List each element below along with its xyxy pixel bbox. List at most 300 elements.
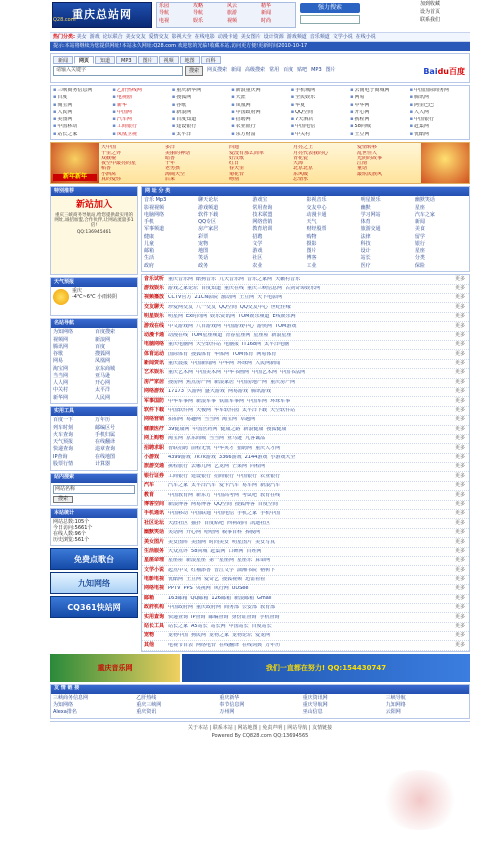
search-link[interactable]: 百度	[283, 67, 294, 74]
famous-site-link[interactable]: ▪ 云南电子商城网	[350, 88, 407, 94]
sidebar-famous-link[interactable]: 当当网	[53, 372, 69, 379]
category-link[interactable]: 凡客诚品	[245, 436, 266, 442]
more-link[interactable]: 更多	[455, 547, 466, 554]
search-tab[interactable]: 视频	[159, 56, 179, 64]
category-link[interactable]: 网易博客	[191, 501, 212, 507]
search-link[interactable]: MP3	[311, 67, 322, 74]
banner-song-link[interactable]: 小酒窝	[101, 171, 117, 176]
category-link[interactable]: 游侠网	[257, 323, 273, 329]
sidebar-tool-link[interactable]: 违章查询	[95, 446, 116, 453]
category-link[interactable]: 游戏之家论坛	[168, 285, 199, 291]
famous-site-link[interactable]: ▪ 新华	[112, 103, 169, 109]
category-link[interactable]: 国际体育	[168, 351, 189, 357]
hot-item[interactable]: 美女图片	[240, 34, 261, 40]
banner-art-right[interactable]	[421, 143, 469, 183]
more-link[interactable]: 更多	[455, 303, 466, 310]
famous-site-link[interactable]: ▪ 东方财富	[231, 132, 288, 138]
category-nav-link[interactable]: 软件下载	[198, 211, 219, 218]
category-name[interactable]: 旅游交通	[144, 463, 165, 470]
category-link[interactable]: 明星图片	[232, 539, 253, 545]
banner-song-link[interactable]: 吻别	[229, 176, 240, 182]
hot-item[interactable]: 在线电影	[194, 34, 215, 40]
category-name[interactable]: 文学小说	[144, 566, 165, 573]
category-nav-link[interactable]: 儿童	[144, 240, 155, 247]
category-link[interactable]: 163邮箱	[168, 595, 188, 601]
category-name[interactable]: 美女图片	[144, 538, 165, 545]
category-link[interactable]: E线娱乐网	[272, 314, 296, 320]
banner-song-link[interactable]: 四通	[229, 145, 240, 150]
category-nav-link[interactable]: 幽默笑话	[414, 197, 435, 204]
category-link[interactable]: 工商银行	[168, 473, 189, 479]
category-link[interactable]: QQ空间	[219, 304, 237, 310]
category-nav-link[interactable]: 生活	[144, 255, 155, 262]
category-link[interactable]: 搜狐体育	[191, 351, 212, 357]
top-link[interactable]: 娱乐	[193, 17, 204, 24]
banner-song-link[interactable]: 十年	[165, 161, 176, 166]
category-nav-link[interactable]: 动漫卡通	[306, 211, 327, 218]
category-link[interactable]: 糗事百科	[222, 530, 243, 536]
category-link[interactable]: 天籁村音乐	[275, 276, 301, 282]
category-link[interactable]: 晋江文学	[214, 567, 235, 573]
banner-song-link[interactable]: 月亮之上	[293, 145, 314, 150]
banner-song-link[interactable]: 菊花台	[229, 171, 245, 176]
category-link[interactable]: 珍爱网交友	[168, 304, 194, 310]
category-link[interactable]: PPTV	[168, 586, 181, 592]
famous-site-link[interactable]: ▪ 招聘网	[231, 117, 288, 123]
ad-effort[interactable]: 我们一直都在努力! QQ:154430747	[182, 654, 470, 682]
famous-site-link[interactable]: ▪ 站长之家	[53, 132, 110, 138]
category-link[interactable]: 宠物论坛	[232, 633, 253, 639]
category-nav-link[interactable]: 工业	[306, 262, 317, 269]
category-link[interactable]: 新浪邮箱	[233, 595, 254, 601]
friend-link[interactable]: 九知网络	[385, 702, 406, 709]
banner-song-link[interactable]: 后来	[165, 176, 176, 182]
category-link[interactable]: 新浪军事	[196, 398, 217, 404]
category-nav-link[interactable]: 美食	[414, 226, 425, 233]
sidebar-famous-link[interactable]: 新浪网	[95, 336, 111, 343]
category-nav-link[interactable]: 常用查询	[252, 204, 273, 211]
banner-song-link[interactable]: 北京北京	[293, 166, 314, 171]
footer-links[interactable]: 关于本站 | 联系本站 | 网站地图 | 免责声明 | 网站导航 | 友情链接	[187, 725, 333, 732]
top-link[interactable]: 旅游	[227, 10, 238, 17]
category-link[interactable]: 久游网	[186, 389, 202, 395]
category-link[interactable]: 手机中国	[260, 511, 281, 517]
category-link[interactable]: 宠物中国	[168, 633, 189, 639]
famous-site-link[interactable]: ▪ 中国银行	[410, 117, 467, 123]
category-link[interactable]: 大众点评	[168, 548, 189, 554]
category-link[interactable]: 中国移动	[168, 511, 189, 517]
category-link[interactable]: 时尚美女	[209, 539, 230, 545]
category-link[interactable]: 淘宝网	[222, 417, 238, 423]
category-name[interactable]: 星座命理	[144, 557, 165, 564]
banner-song-link[interactable]: 光阴的故事	[357, 155, 383, 161]
banner-song-link[interactable]: 春天里	[229, 166, 245, 171]
category-link[interactable]: IP查询	[191, 614, 206, 620]
more-link[interactable]: 更多	[455, 322, 466, 329]
category-link[interactable]: 华军软件园	[214, 408, 240, 414]
top-link[interactable]: 风云	[227, 3, 238, 9]
more-link[interactable]: 更多	[455, 435, 466, 442]
category-nav-link[interactable]: 影视音乐	[306, 197, 327, 204]
search-tab[interactable]: 知道	[95, 56, 115, 64]
sidebar-tool-link[interactable]: 百度一下	[53, 417, 74, 424]
category-link[interactable]: 重庆人才网	[255, 445, 281, 451]
category-link[interactable]: 铁血军事网	[219, 398, 245, 404]
banner-song-link[interactable]: 东风破	[293, 171, 309, 176]
ad-cq361[interactable]: CQ361快站网	[50, 596, 138, 618]
search-tab[interactable]: 新闻	[53, 56, 73, 64]
category-name[interactable]: 电影电视	[144, 576, 165, 583]
famous-site-link[interactable]: ▪ 网易	[350, 95, 407, 101]
category-link[interactable]: 智联招聘	[168, 445, 189, 451]
sidebar-famous-link[interactable]: 百度	[95, 343, 106, 350]
category-link[interactable]: 百姓网	[246, 548, 262, 554]
friend-link[interactable]: 重庆新华	[219, 694, 240, 701]
category-nav-link[interactable]: 教育培训	[252, 226, 273, 233]
more-link[interactable]: 更多	[455, 613, 466, 620]
category-link[interactable]: 腾讯游戏	[250, 389, 271, 395]
category-link[interactable]: 星座屋	[253, 332, 269, 338]
category-link[interactable]: 中国银行	[237, 473, 258, 479]
category-name[interactable]: 交友聊天	[144, 303, 165, 310]
category-nav-link[interactable]: 医疗	[360, 262, 371, 269]
category-link[interactable]: 京东商城	[186, 436, 207, 442]
banner-song-link[interactable]: 江南	[357, 161, 368, 166]
famous-site-link[interactable]: ▪ 谷歌	[172, 103, 229, 109]
category-name[interactable]: 社区论坛	[144, 519, 165, 526]
category-link[interactable]: 爱卡汽车	[219, 483, 240, 489]
category-nav-link[interactable]: 星座	[414, 248, 425, 254]
more-link[interactable]: 更多	[455, 397, 466, 404]
category-name[interactable]: 网络营销	[144, 416, 165, 423]
more-link[interactable]: 更多	[455, 576, 466, 583]
category-nav-link[interactable]: 文学	[252, 240, 263, 247]
more-link[interactable]: 更多	[455, 453, 466, 460]
sidebar-famous-link[interactable]: 腾讯网	[53, 343, 69, 350]
category-link[interactable]: 站长之家	[168, 624, 189, 630]
category-link[interactable]: A5站长	[191, 624, 208, 630]
category-name[interactable]: 明星娱乐	[144, 313, 165, 320]
category-link[interactable]: 激动网	[221, 295, 237, 301]
sidebar-tool-link[interactable]: IP查询	[53, 453, 68, 460]
top-link[interactable]: 新闻	[261, 10, 272, 17]
category-nav-link[interactable]: 社区	[252, 255, 263, 262]
more-link[interactable]: 更多	[455, 566, 466, 573]
category-name[interactable]: 手机通讯	[144, 510, 165, 517]
more-link[interactable]: 更多	[455, 463, 466, 470]
more-link[interactable]: 更多	[455, 444, 466, 451]
category-name[interactable]: 招聘求职	[144, 444, 165, 451]
ad-song-request[interactable]: 免费点歌台	[50, 548, 138, 570]
category-nav-link[interactable]: 留学	[414, 233, 425, 240]
sidebar-tool-link[interactable]: 在线地图	[95, 453, 116, 460]
category-link[interactable]: 赶集网	[210, 548, 226, 554]
category-nav-link[interactable]: 游戏频道	[198, 204, 219, 211]
friend-link[interactable]: 奉节信息网	[219, 702, 245, 709]
more-link[interactable]: 更多	[455, 360, 466, 367]
sidebar-tool-link[interactable]: 邮编区号	[95, 424, 116, 431]
category-nav-link[interactable]: 音乐 Mp3	[144, 197, 167, 204]
category-link[interactable]: 同程网	[250, 464, 266, 470]
category-link[interactable]: 中华网	[219, 361, 235, 367]
category-link[interactable]: 中国游戏中心	[224, 323, 255, 329]
search-button[interactable]: 搜索	[185, 66, 203, 76]
category-link[interactable]: 淘宝网	[168, 436, 184, 442]
category-link[interactable]: 星座屋	[168, 558, 184, 564]
category-nav-link[interactable]: 宠物	[198, 240, 209, 247]
category-link[interactable]: 美女写真	[255, 539, 276, 545]
category-name[interactable]: 游戏在线	[144, 322, 165, 329]
more-link[interactable]: 更多	[455, 350, 466, 357]
category-link[interactable]: 红袖添香	[191, 567, 212, 573]
famous-site-link[interactable]: ▪ 阿里巴巴	[410, 103, 467, 109]
category-link[interactable]: 身份证查询	[231, 614, 257, 620]
more-link[interactable]: 更多	[455, 594, 466, 601]
header-right-link[interactable]: 加到收藏	[420, 1, 441, 7]
category-nav-link[interactable]: 设计	[360, 248, 371, 254]
category-link[interactable]: 电视节目表	[168, 642, 194, 648]
category-nav-link[interactable]: 游戏宝	[252, 197, 268, 204]
category-link[interactable]: 中国政府网	[168, 605, 194, 611]
category-link[interactable]: 猫扑	[191, 520, 202, 526]
banner-song-link[interactable]: 多洋	[165, 145, 176, 150]
category-nav-link[interactable]: 技术联盟	[252, 211, 273, 218]
category-link[interactable]: 去哪儿网	[191, 464, 212, 470]
header-right-link[interactable]: 联系我们	[420, 17, 441, 23]
sidebar-famous-link[interactable]: 百度搜索	[95, 329, 116, 336]
banner-song-link[interactable]: 好汉歌	[229, 155, 245, 161]
famous-site-link[interactable]: ▪ 凤凰网	[231, 103, 288, 109]
friend-link[interactable]: 重庆导航网	[302, 702, 328, 709]
famous-site-link[interactable]: ▪ 工商银行	[112, 124, 169, 130]
friend-link[interactable]: 万州网	[219, 709, 235, 716]
category-name[interactable]: 生活服务	[144, 547, 165, 554]
more-link[interactable]: 更多	[455, 313, 466, 320]
more-link[interactable]: 更多	[455, 425, 466, 432]
category-link[interactable]: QQ邮箱	[190, 595, 209, 601]
category-link[interactable]: PPS	[183, 586, 193, 592]
category-link[interactable]: 中华书画网	[224, 370, 250, 376]
more-link[interactable]: 更多	[455, 500, 466, 507]
category-link[interactable]: 新浪家居	[214, 379, 235, 385]
famous-site-link[interactable]: ▪ 全民娱乐	[291, 95, 348, 101]
category-name[interactable]: 软件下载	[144, 407, 165, 414]
famous-site-link[interactable]: ▪ 淘宝网	[53, 103, 110, 109]
category-link[interactable]: CCTV官方	[168, 295, 192, 301]
sidebar-famous-link[interactable]: 新华网	[53, 394, 69, 401]
top-link[interactable]: 视频	[227, 17, 238, 24]
category-link[interactable]: 环球军事	[270, 398, 291, 404]
category-link[interactable]: 中国美术网	[196, 370, 222, 376]
category-link[interactable]: 站长网	[210, 624, 226, 630]
banner-song-link[interactable]: 夜空中最亮的星	[101, 161, 137, 166]
category-nav-link[interactable]: 网络营销	[252, 219, 273, 225]
more-link[interactable]: 更多	[455, 388, 466, 395]
search-tab[interactable]: 百科	[201, 56, 221, 64]
sidebar-famous-link[interactable]: 人民网	[95, 394, 111, 401]
category-link[interactable]: 美图网	[191, 539, 207, 545]
top-link[interactable]: 时尚	[261, 17, 272, 24]
category-nav-link[interactable]: 银行	[414, 240, 425, 247]
header-right-link[interactable]: 设为首页	[420, 9, 441, 15]
category-link[interactable]: 起点中文	[168, 567, 189, 573]
category-link[interactable]: 教育部	[260, 605, 276, 611]
banner-song-link[interactable]: 乱世佳人	[357, 150, 378, 155]
category-name[interactable]: 小游戏	[144, 453, 160, 460]
super-search-input[interactable]	[300, 15, 360, 24]
banner-song-link[interactable]: 最炫民族风	[357, 171, 383, 176]
category-nav-link[interactable]: 明星娱乐	[360, 197, 381, 204]
more-link[interactable]: 更多	[455, 369, 466, 376]
site-logo[interactable]: 重庆总站网	[52, 2, 152, 28]
category-link[interactable]: 太平洋电脑	[264, 342, 290, 348]
category-link[interactable]: 八一交友	[196, 304, 217, 310]
sidebar-tool-link[interactable]: 列车时刻	[53, 424, 74, 431]
category-name[interactable]: 房产家居	[144, 378, 165, 385]
friend-link[interactable]: 云阳网	[385, 709, 401, 716]
category-link[interactable]: 天空软件站	[270, 408, 296, 414]
banner-song-link[interactable]: 忘情水	[293, 176, 309, 182]
friend-link[interactable]: 乙肝热线	[136, 694, 157, 701]
sidebar-famous-link[interactable]: 太平洋	[95, 387, 111, 394]
category-link[interactable]: 中国医药网	[192, 426, 218, 432]
category-link[interactable]: 天下电影网	[257, 295, 283, 301]
category-link[interactable]: 新浪星座	[186, 558, 207, 564]
banner-song-link[interactable]: 真的爱你	[101, 176, 122, 182]
category-name[interactable]: 新闻资讯	[144, 360, 165, 367]
category-link[interactable]: 动漫在线	[168, 332, 189, 338]
search-input[interactable]: 请输入关键字	[53, 66, 183, 76]
hot-item[interactable]: 美女	[76, 34, 87, 40]
category-link[interactable]: 17173	[168, 389, 184, 395]
top-link[interactable]: 导航	[159, 10, 170, 17]
friend-link[interactable]: 重庆三峡网	[136, 702, 162, 709]
category-link[interactable]: 青春星座网	[225, 332, 251, 338]
category-name[interactable]: 宠物	[144, 632, 155, 639]
category-nav-link[interactable]: 旅游交通	[360, 226, 381, 233]
category-link[interactable]: 手机之家	[237, 511, 258, 517]
more-link[interactable]: 更多	[455, 341, 466, 348]
category-nav-link[interactable]: 幽默	[360, 204, 371, 211]
search-link[interactable]: 新闻	[231, 67, 242, 74]
category-link[interactable]: TOM体育	[232, 351, 254, 357]
category-name[interactable]: 博客空间	[144, 500, 165, 507]
banner-song-link[interactable]: 青花瓷	[293, 155, 309, 161]
category-link[interactable]: 搜狐健康	[266, 426, 287, 432]
category-link[interactable]: 华体网	[214, 351, 230, 357]
famous-site-link[interactable]: ▪ 土豆网	[350, 132, 407, 138]
category-name[interactable]: 教育	[144, 491, 155, 498]
category-nav-link[interactable]: 体育	[360, 219, 371, 225]
category-link[interactable]: 3366游戏	[218, 454, 242, 460]
banner-song-link[interactable]: 大中国	[101, 145, 117, 150]
category-link[interactable]: 易车网	[242, 483, 258, 489]
baidu-logo[interactable]: Baidu百度	[423, 67, 465, 76]
banner-song-link[interactable]: 老男孩	[165, 166, 181, 171]
category-nav-link[interactable]: 地图	[198, 248, 209, 254]
category-link[interactable]: 126邮箱	[211, 595, 231, 601]
category-nav-link[interactable]: 分类	[414, 255, 425, 262]
category-link[interactable]: 土豆网	[186, 577, 202, 583]
category-link[interactable]: 新浪星座	[271, 332, 292, 338]
category-link[interactable]: 星座乐	[237, 558, 253, 564]
category-name[interactable]: 动漫卡通	[144, 331, 165, 338]
category-link[interactable]: 搜狐视频	[222, 577, 243, 583]
banner-song-link[interactable]: 暗香	[165, 155, 176, 161]
hot-item[interactable]: 游戏	[89, 34, 100, 40]
category-link[interactable]: 中国新闻网	[191, 361, 217, 367]
famous-site-link[interactable]: ▪ 乙肝热线网	[112, 88, 169, 94]
more-link[interactable]: 更多	[455, 623, 466, 630]
category-link[interactable]: 捧腹网	[245, 530, 261, 536]
category-link[interactable]: 环球网	[237, 361, 253, 367]
category-link[interactable]: 在线翻译	[219, 642, 240, 648]
more-link[interactable]: 更多	[455, 294, 466, 301]
category-link[interactable]: 九天音乐网	[219, 276, 245, 282]
category-link[interactable]: 万年历	[265, 642, 281, 648]
sidebar-tool-link[interactable]: 股票行情	[53, 460, 74, 467]
hot-item[interactable]: 美女交友	[125, 34, 146, 40]
more-link[interactable]: 更多	[455, 491, 466, 498]
category-link[interactable]: 公安部	[242, 605, 258, 611]
category-link[interactable]: 中国军网	[247, 398, 268, 404]
category-link[interactable]: 21CN影院	[194, 295, 219, 301]
category-nav-link[interactable]: 影视视频	[144, 204, 165, 211]
category-nav-link[interactable]: 财经股票	[306, 226, 327, 233]
category-nav-link[interactable]: 笑话	[198, 255, 209, 262]
more-link[interactable]: 更多	[455, 538, 466, 545]
category-link[interactable]: 天空软件站	[196, 342, 222, 348]
sidebar-famous-link[interactable]: 搜狐网	[95, 351, 111, 357]
category-name[interactable]: 汽车	[144, 482, 155, 489]
category-name[interactable]: 体育运动	[144, 350, 165, 357]
sidebar-famous-link[interactable]: 亚马逊	[95, 372, 111, 379]
category-link[interactable]: 39健康网	[168, 426, 190, 432]
category-link[interactable]: TOM星座频道	[191, 332, 223, 338]
category-link[interactable]: 手机查询	[259, 614, 280, 620]
category-nav-link[interactable]: 房产家居	[198, 226, 219, 233]
category-link[interactable]: TOM游戏	[275, 323, 297, 329]
category-name[interactable]: 银行证券	[144, 472, 165, 479]
category-name[interactable]: 站长工具	[144, 623, 165, 630]
category-nav-link[interactable]: 汽车之家	[414, 211, 435, 218]
search-link[interactable]: 图片	[325, 67, 336, 74]
category-link[interactable]: 天极网	[196, 408, 212, 414]
category-link[interactable]: 潇湘书院	[237, 567, 258, 573]
category-link[interactable]: 农业银行	[260, 473, 281, 479]
category-nav-link[interactable]: 军事频道	[144, 226, 165, 233]
category-nav-link[interactable]: 政府	[144, 262, 155, 269]
super-search-button[interactable]: 强力搜索	[300, 3, 360, 13]
banner-song-link[interactable]: 千里之外	[101, 150, 122, 155]
category-link[interactable]: 百度空间	[257, 501, 278, 507]
more-link[interactable]: 更多	[455, 585, 466, 592]
category-nav-link[interactable]: 博客	[306, 255, 317, 262]
category-link[interactable]: 美女图库	[168, 539, 189, 545]
more-link[interactable]: 更多	[455, 604, 466, 611]
sidebar-tool-link[interactable]: 在线翻译	[95, 439, 116, 445]
category-link[interactable]: Gmail	[256, 595, 272, 601]
search-tab[interactable]: 地图	[180, 56, 200, 64]
hot-item[interactable]: 设计资源	[263, 34, 284, 40]
category-name[interactable]: 其他	[144, 641, 155, 648]
category-link[interactable]: 西祠胡同	[227, 520, 248, 526]
category-link[interactable]: 网易体育	[256, 351, 277, 357]
famous-site-link[interactable]: ▪ 携程网	[350, 117, 407, 123]
category-link[interactable]: 明星网	[168, 314, 184, 320]
category-nav-link[interactable]: 学习网站	[360, 211, 381, 218]
search-link[interactable]: 高级搜索	[245, 67, 266, 74]
